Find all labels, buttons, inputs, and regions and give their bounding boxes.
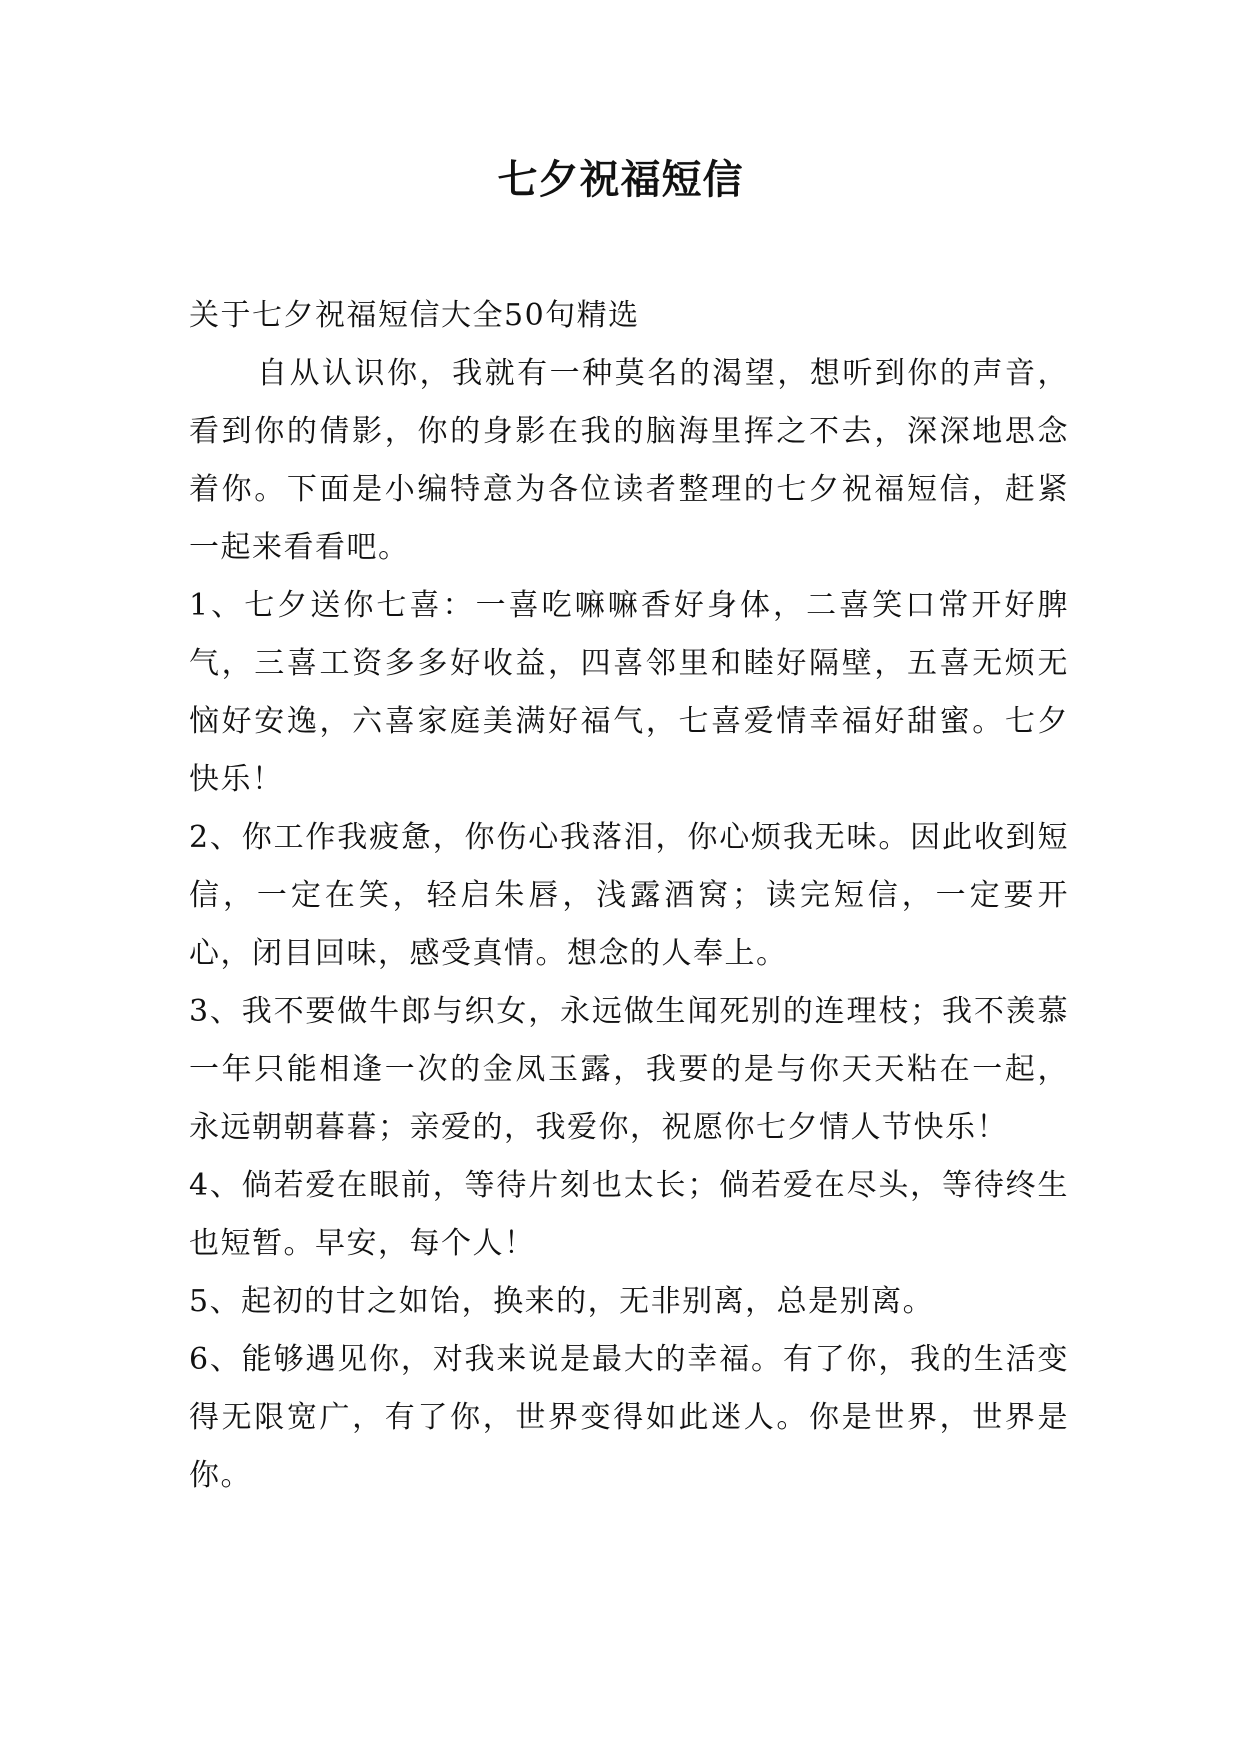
list-item: 6、能够遇见你，对我来说是最大的幸福。有了你，我的生活变得无限宽广，有了你，世界变得如此迷人。你是世界，世界是你。 <box>189 1342 1069 1493</box>
list-item: 1、七夕送你七喜：一喜吃嘛嘛香好身体，二喜笑口常开好脾气，三喜工资多多好收益，四喜邻里和睦好隔壁，五喜无烦无恼好安逸，六喜家庭美满好福气，七喜爱情幸福好甜蜜。七夕快乐！ <box>189 588 1069 797</box>
intro-paragraph: 自从认识你，我就有一种莫名的渴望，想听到你的声音，看到你的倩影，你的身影在我的脑海里挥之不去，深深地思念着你。下面是小编特意为各位读者整理的七夕祝福短信，赶紧一起来看看吧。 <box>189 356 1069 565</box>
document-subtitle: 关于七夕祝福短信大全50句精选 <box>189 298 640 333</box>
list-item: 4、倘若爱在眼前，等待片刻也太长；倘若爱在尽头，等待终生也短暂。早安，每个人！ <box>189 1168 1069 1261</box>
list-item: 2、你工作我疲惫，你伤心我落泪，你心烦我无味。因此收到短信，一定在笑，轻启朱唇，浅露酒窝；读完短信，一定要开心，闭目回味，感受真情。想念的人奉上。 <box>189 820 1069 971</box>
document-body <box>189 287 1069 1505</box>
list-item: 5、起初的甘之如饴，换来的，无非别离，总是别离。 <box>189 1284 935 1319</box>
list-item: 3、我不要做牛郎与织女，永远做生闻死别的连理枝；我不羡慕一年只能相逢一次的金凤玉露，我要的是与你天天粘在一起，永远朝朝暮暮；亲爱的，我爱你，祝愿你七夕情人节快乐！ <box>189 994 1069 1145</box>
document-title: 七夕祝福短信 <box>497 157 744 203</box>
